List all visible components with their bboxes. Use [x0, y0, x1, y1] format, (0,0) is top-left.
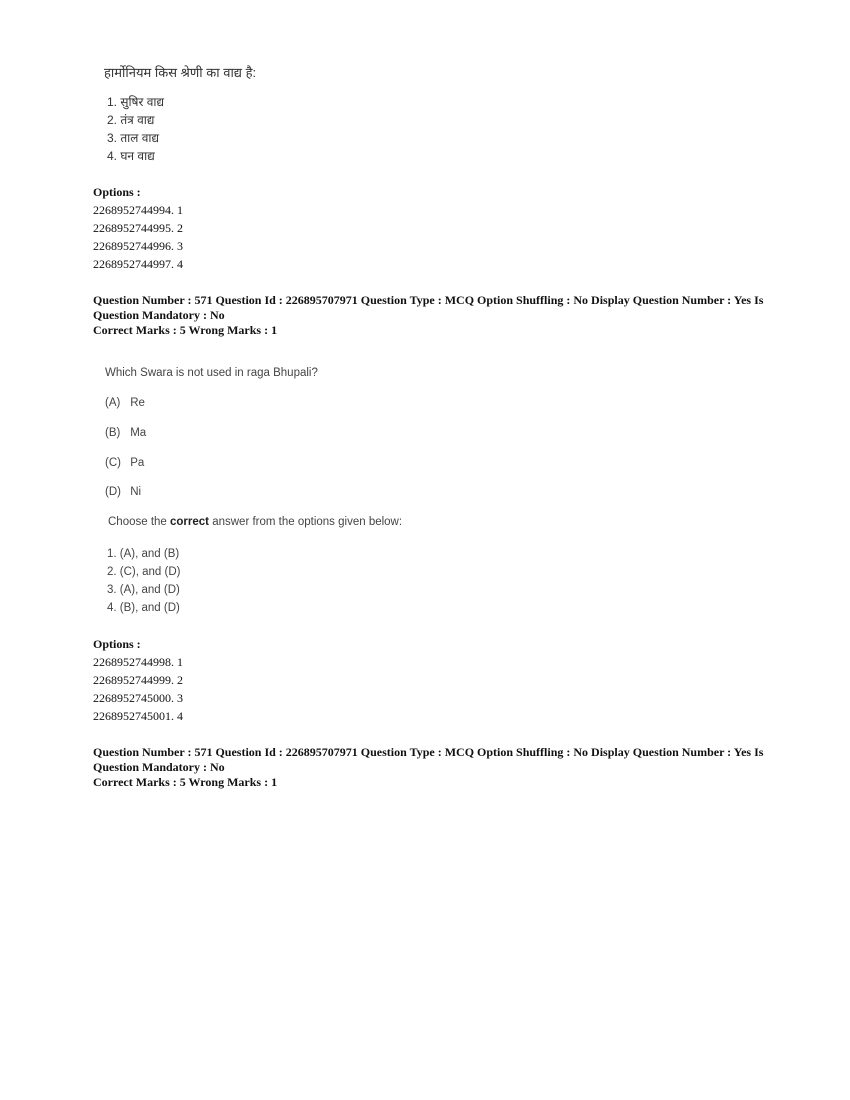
answer-option: 3. (A), and (D)	[107, 584, 180, 596]
hindi-option: 2. तंत्र वाद्य	[107, 113, 155, 127]
question-meta	[93, 293, 773, 338]
hindi-question-text: हार्मोनियम किस श्रेणी का वाद्य है:	[104, 65, 257, 80]
option-id: 2268952744994. 1	[93, 203, 183, 217]
option-id: 2268952744996. 3	[93, 239, 183, 253]
instruction-text	[108, 516, 402, 528]
option-id: 2268952744998. 1	[93, 655, 183, 669]
instruction-post: answer from the options given below:	[209, 516, 403, 528]
question-meta	[93, 745, 773, 790]
option-id: 2268952744999. 2	[93, 673, 183, 687]
choice-text: Pa	[130, 457, 145, 469]
hindi-option: 4. घन वाद्य	[107, 149, 155, 163]
option-id: 2268952744995. 2	[93, 221, 183, 235]
choice-letter: (B)	[105, 427, 121, 439]
hindi-option: 3. ताल वाद्य	[107, 131, 160, 145]
answer-list	[107, 545, 181, 617]
instruction-bold: correct	[170, 516, 210, 528]
hindi-option: 1. सुषिर वाद्य	[107, 95, 165, 109]
options-label: Options :	[93, 637, 141, 651]
choice-b	[105, 427, 146, 439]
choice-text: Ma	[130, 427, 147, 439]
choice-text: Ni	[130, 486, 142, 498]
choice-c	[105, 457, 144, 469]
option-id: 2268952745001. 4	[93, 709, 183, 723]
marks-line: Correct Marks : 5 Wrong Marks : 1	[93, 775, 278, 789]
choice-letter: (A)	[105, 397, 121, 409]
instruction-pre: Choose the	[108, 516, 171, 528]
question-meta-line: Question Number : 571 Question Id : 226895707971 Question Type : MCQ Option Shuffling : No Display Question Number : Yes Is Question Mandatory : No	[93, 745, 764, 774]
answer-option: 4. (B), and (D)	[107, 602, 180, 614]
choice-letter: (C)	[105, 457, 121, 469]
answer-option: 2. (C), and (D)	[107, 566, 181, 578]
choice-a	[105, 397, 145, 409]
marks-line: Correct Marks : 5 Wrong Marks : 1	[93, 323, 278, 337]
option-id: 2268952745000. 3	[93, 691, 183, 705]
choice-letter: (D)	[105, 486, 121, 498]
options-label: Options :	[93, 185, 141, 199]
options-block	[93, 183, 183, 273]
options-block	[93, 635, 183, 725]
choice-d	[105, 486, 141, 498]
hindi-option-list	[107, 93, 164, 165]
choice-text: Re	[130, 397, 145, 409]
option-id: 2268952744997. 4	[93, 257, 183, 271]
question-meta-line: Question Number : 571 Question Id : 226895707971 Question Type : MCQ Option Shuffling : No Display Question Number : Yes Is Question Mandatory : No	[93, 293, 764, 322]
question-text: Which Swara is not used in raga Bhupali?	[105, 367, 318, 379]
answer-option: 1. (A), and (B)	[107, 548, 180, 560]
